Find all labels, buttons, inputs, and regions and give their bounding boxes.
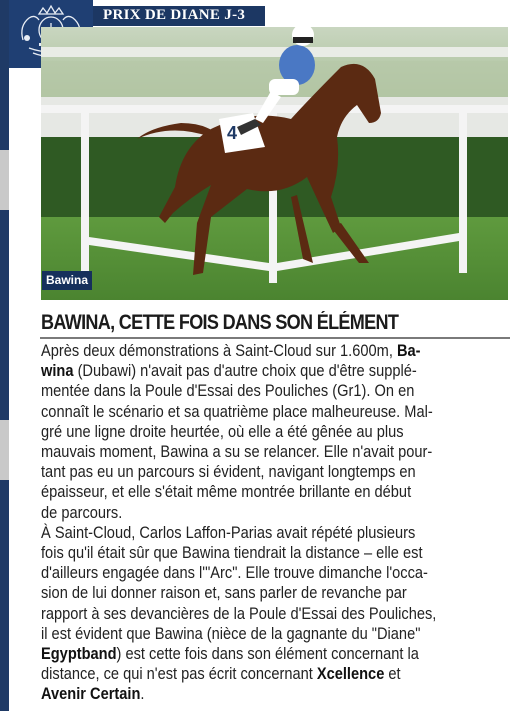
body-line: gré une ligne droite heurtée, où elle a été gênée au plus [41,421,404,441]
horse-name: wina [41,361,74,381]
edge-band [0,420,9,480]
body-line [41,361,447,381]
horse-name: Avenir Certain [41,684,141,704]
text-run: Après deux démonstrations à Saint-Cloud sur 1.600m, [41,341,397,360]
body-line: fois qu'il était sûr que Bawina tiendrait la distance – elle est [41,543,423,563]
horse-name: Xcellence [316,664,385,684]
svg-text:4: 4 [227,123,238,143]
body-line: de parcours. [41,502,123,522]
body-line: mentée dans la Poule d'Essai des Pouliches (Gr1). On en [41,381,415,401]
rubric-title: PRIX DE DIANE J-3 [103,7,246,23]
photo-caption: Bawina [42,271,92,290]
body-line [41,341,447,361]
text-run: et [384,664,401,684]
headline-rule [40,337,510,339]
body-line: mauvais moment, Bawina a su se relancer. Elle n'avait pour- [41,442,433,462]
left-page-edge [0,0,9,711]
body-line: À Saint-Cloud, Carlos Laffon-Parias avait répété plusieurs [41,522,416,542]
body-line: rapport à ses devancières de la Poule d'Essai des Pouliches, [41,603,437,623]
text-run: (Dubawi) n'avait pas d'autre choix que d'être supplé- [73,361,417,381]
text-run: distance, ce qui n'est pas écrit concernant [41,664,317,684]
edge-band [0,150,9,210]
body-line [41,644,447,664]
body-line: épaisseur, et elle s'était même montrée brillante en début [41,482,412,502]
body-line: d'ailleurs engagée dans l'"Arc". Elle trouve dimanche l'occa- [41,563,428,583]
text-run: ) est cette fois dans son élément concernant la [116,644,419,664]
horse-name: Ba- [396,341,421,360]
horse-name: Egyptband [41,644,117,664]
body-line: connaît le scénario et sa quatrième place malheureuse. Mal- [41,401,433,421]
body-line: il est évident que Bawina (nièce de la gagnante du "Diane" [41,623,421,643]
text-run: . [140,684,145,704]
race-photo [41,27,508,300]
body-line [41,684,447,704]
body-line [41,664,447,684]
body-line: tant pas eu un parcours si évident, navigant longtemps en [41,462,416,482]
article-body [41,341,513,705]
article-headline: BAWINA, CETTE FOIS DANS SON ÉLÉMENT [41,311,399,334]
section-rubric [93,6,265,26]
horse-racing-image [41,27,508,300]
body-line: sion de lui donner raison et, sans parler de revanche par [41,583,407,603]
